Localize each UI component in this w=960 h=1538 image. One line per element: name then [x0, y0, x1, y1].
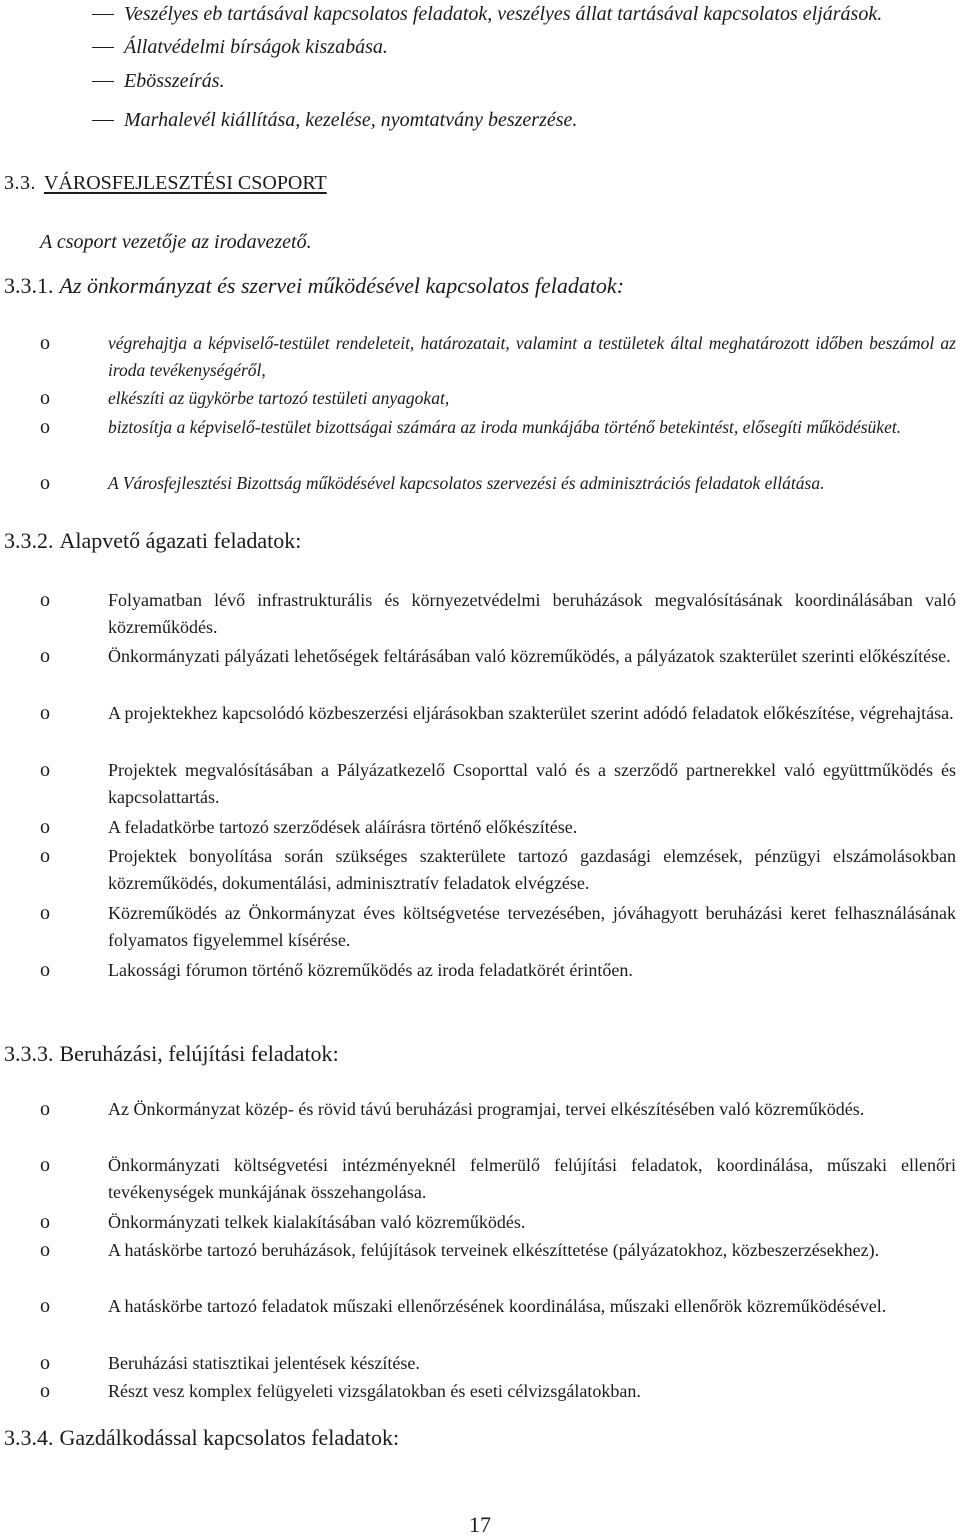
dash-bullet: [92, 81, 114, 82]
list-item-text: Az Önkormányzat közép- és rövid távú beruházási programjai, tervei elkészítésében való közreműködés.: [108, 1099, 865, 1119]
subsection-colon: :: [332, 1041, 339, 1066]
o-bullet: o: [40, 472, 50, 494]
list-item-text: Részt vesz komplex felügyeleti vizsgálatokban és eseti célvizsgálatokban.: [108, 1381, 641, 1401]
subsection-heading-2: [4, 527, 301, 555]
list-item-text: A Városfejlesztési Bizottság működésével kapcsolatos szervezési és adminisztrációs feladatok ellátása.: [108, 473, 825, 493]
list-item-text: Ebösszeírás.: [124, 70, 225, 92]
list-item-text: elkészíti az ügykörbe tartozó testületi anyagokat,: [108, 388, 450, 408]
o-bullet: o: [40, 702, 50, 724]
list-item-text: Önkormányzati pályázati lehetőségek feltárásában való közreműködés, a pályázatok szakterület szerinti előkészítése.: [108, 646, 951, 666]
list-item-text: Önkormányzati telkek kialakításában való közreműködés.: [108, 1212, 526, 1232]
list-item-text: végrehajtja a képviselő-testület rendeleteit, határozatait, valamint a testületek által meghatározott időben beszámol az iroda tevékenységéről,: [108, 333, 956, 380]
o-bullet: o: [40, 1239, 50, 1261]
o-bullet: o: [40, 1211, 50, 1233]
list-item-text: Folyamatban lévő infrastrukturális és környezetvédelmi beruházások megvalósításának koordinálásában való közreműködés.: [108, 590, 956, 637]
o-bullet: o: [40, 902, 50, 924]
o-bullet: o: [40, 1380, 50, 1402]
subsection-number: 3.3.1.: [4, 273, 54, 298]
o-bullet: o: [40, 1154, 50, 1176]
section-heading: [4, 170, 327, 196]
list-item-text: A hatáskörbe tartozó beruházások, felújítások terveinek elkészíttetése (pályázatokhoz, közbeszerzésekhez).: [108, 1240, 880, 1260]
section-lead: A csoport vezetője az irodavezető.: [40, 231, 312, 253]
subsection-title: Beruházási, felújítási feladatok: [59, 1041, 333, 1066]
subsection-number: 3.3.3.: [4, 1041, 54, 1066]
subsection-title: Gazdálkodással kapcsolatos feladatok:: [59, 1425, 400, 1450]
subsection-colon: :: [295, 528, 302, 553]
subsection-title: Alapvető ágazati feladatok: [59, 528, 296, 553]
list-item: [0, 35, 960, 59]
o-bullet: o: [40, 387, 50, 409]
o-bullet: o: [40, 1295, 50, 1317]
dash-bullet: [92, 47, 114, 48]
o-bullet: o: [40, 645, 50, 667]
o-bullet: o: [40, 816, 50, 838]
list-item-text: A projektekhez kapcsolódó közbeszerzési eljárásokban szakterület szerint adódó feladatok előkészítése, végrehajtása.: [108, 703, 954, 723]
o-bullet: o: [40, 759, 50, 781]
o-bullet: o: [40, 589, 50, 611]
list-item-text: Projektek megvalósításában a Pályázatkezelő Csoporttal való és a szerződő partnerekkel való együttműködés és kapcsolattartás.: [108, 760, 956, 807]
list-item-text: Beruházási statisztikai jelentések készítése.: [108, 1353, 420, 1373]
o-bullet: o: [40, 1352, 50, 1374]
list-item-text: Állatvédelmi bírságok kiszabása.: [124, 36, 388, 58]
list-item-text: Projektek bonyolítása során szükséges szakterülete tartozó gazdasági elemzések, pénzügyi elszámolásokban közreműködés, dokumentálási, adminisztratív feladatok elvégzése.: [108, 846, 956, 893]
o-bullet: o: [40, 416, 50, 438]
o-bullet: o: [40, 959, 50, 981]
o-bullet: o: [40, 845, 50, 867]
list-item-text: A feladatkörbe tartozó szerződések aláírásra történő előkészítése.: [108, 817, 578, 837]
list-item-text: Veszélyes eb tartásával kapcsolatos feladatok, veszélyes állat tartásával kapcsolatos eljárások.: [124, 3, 883, 25]
subsection-heading-3: [4, 1040, 339, 1068]
list-item-text: Önkormányzati költségvetési intézményeknél felmerülő felújítási feladatok, koordinálása, műszaki ellenőri tevékenységek munkájának összehangolása.: [108, 1155, 956, 1202]
subsection-number: 3.3.2.: [4, 528, 54, 553]
dash-bullet: [92, 120, 114, 121]
subsection-title: Az önkormányzat és szervei működésével kapcsolatos feladatok:: [59, 273, 625, 298]
section-title: VÁROSFEJLESZTÉSI CSOPORT: [44, 172, 327, 194]
list-item-text: Közreműködés az Önkormányzat éves költségvetése tervezésében, jóváhagyott beruházási keret felhasználásának folyamatos figyelemmel kísérése.: [108, 903, 956, 950]
list-item-text: Lakossági fórumon történő közreműködés az iroda feladatkörét érintően.: [108, 960, 633, 980]
list-item: [0, 69, 960, 93]
section-number: 3.3.: [4, 172, 36, 194]
subsection-number: 3.3.4.: [4, 1425, 54, 1450]
list-item-text: biztosítja a képviselő-testület bizottságai számára az iroda munkájába történő betekintést, elősegíti működésüket.: [108, 417, 902, 437]
list-item-text: A hatáskörbe tartozó feladatok műszaki ellenőrzésének koordinálása, műszaki ellenőrök közreműködésével.: [108, 1296, 887, 1316]
subsection-heading-1: [4, 272, 624, 300]
o-bullet: o: [40, 332, 50, 354]
page-number: 17: [469, 1512, 491, 1537]
list-item: [0, 2, 960, 26]
list-item-text: Marhalevél kiállítása, kezelése, nyomtatvány beszerzése.: [124, 109, 578, 131]
subsection-heading-4: [4, 1424, 399, 1452]
list-item: [0, 108, 960, 132]
o-bullet: o: [40, 1098, 50, 1120]
dash-bullet: [92, 14, 114, 15]
